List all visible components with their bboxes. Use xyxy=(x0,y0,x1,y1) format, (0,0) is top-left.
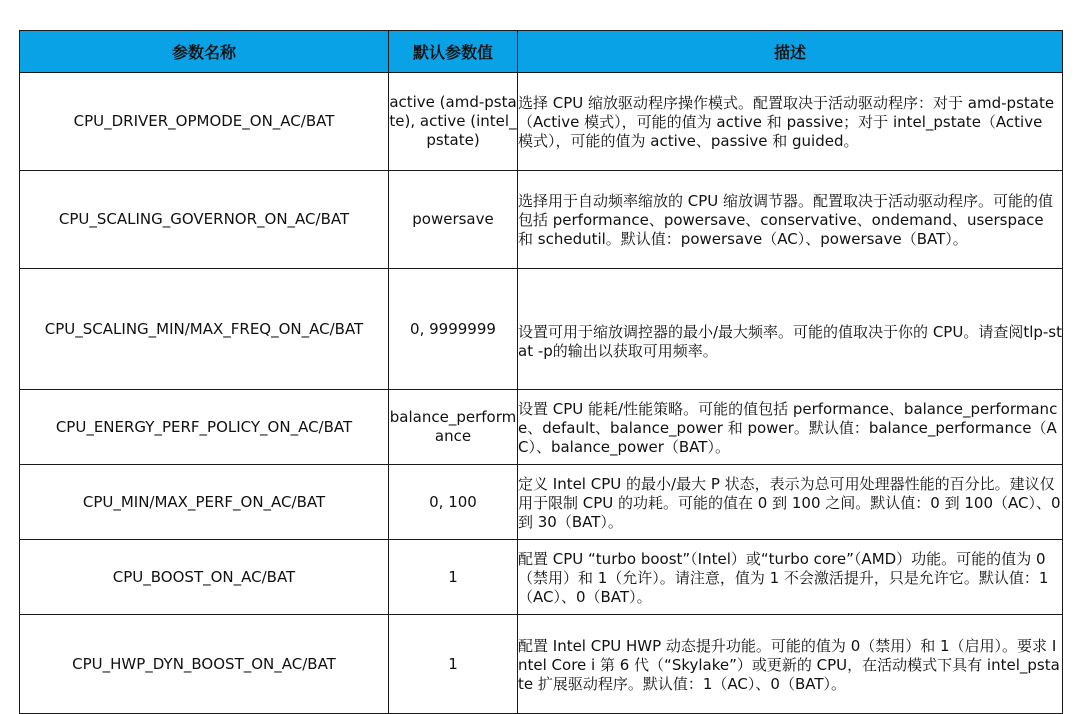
param-name-cell: CPU_BOOST_ON_AC/BAT xyxy=(20,540,389,615)
param-name-cell: CPU_SCALING_MIN/MAX_FREQ_ON_AC/BAT xyxy=(20,269,389,390)
parameter-table xyxy=(19,30,1063,714)
default-value-cell: active (amd-pstate), active (intel_pstate) xyxy=(389,73,518,171)
description-cell: 设置可用于缩放调控器的最小/最大频率。可能的值取决于你的 CPU。请查阅tlp-stat -p的输出以获取可用频率。 xyxy=(518,269,1063,390)
default-value-cell: 0, 100 xyxy=(389,465,518,540)
table-row xyxy=(20,390,1063,465)
default-value-cell: 1 xyxy=(389,615,518,714)
default-value-cell: balance_performance xyxy=(389,390,518,465)
table-row xyxy=(20,540,1063,615)
description-cell: 选择用于自动频率缩放的 CPU 缩放调节器。配置取决于活动驱动程序。可能的值包括 performance、powersave、conservative、ondemand、userspace 和 schedutil。默认值：powersave（AC）、powersave（BAT）。 xyxy=(518,171,1063,269)
param-name-cell: CPU_MIN/MAX_PERF_ON_AC/BAT xyxy=(20,465,389,540)
header-row xyxy=(20,31,1063,73)
table-row xyxy=(20,269,1063,390)
description-cell: 设置 CPU 能耗/性能策略。可能的值包括 performance、balance_performance、default、balance_power 和 power。默认值：balance_performance（AC）、balance_power（BAT）。 xyxy=(518,390,1063,465)
header-default-value: 默认参数值 xyxy=(389,31,518,73)
default-value-cell: 1 xyxy=(389,540,518,615)
default-value-cell: 0, 9999999 xyxy=(389,269,518,390)
table-row xyxy=(20,615,1063,714)
description-cell: 配置 Intel CPU HWP 动态提升功能。可能的值为 0（禁用）和 1（启用）。要求 Intel Core i 第 6 代（“Skylake”）或更新的 CPU，在活动模式下具有 intel_pstate 扩展驱动程序。默认值：1（AC）、0（BAT）。 xyxy=(518,615,1063,714)
param-name-cell: CPU_SCALING_GOVERNOR_ON_AC/BAT xyxy=(20,171,389,269)
param-name-cell: CPU_ENERGY_PERF_POLICY_ON_AC/BAT xyxy=(20,390,389,465)
description-cell: 配置 CPU “turbo boost”（Intel）或“turbo core”（AMD）功能。可能的值为 0（禁用）和 1（允许）。请注意，值为 1 不会激活提升，只是允许它。默认值：1（AC）、0（BAT）。 xyxy=(518,540,1063,615)
param-name-cell: CPU_HWP_DYN_BOOST_ON_AC/BAT xyxy=(20,615,389,714)
header-param-name: 参数名称 xyxy=(20,31,389,73)
table-row xyxy=(20,73,1063,171)
header-description: 描述 xyxy=(518,31,1063,73)
default-value-cell: powersave xyxy=(389,171,518,269)
description-cell: 定义 Intel CPU 的最小/最大 P 状态，表示为总可用处理器性能的百分比。建议仅用于限制 CPU 的功耗。可能的值在 0 到 100 之间。默认值：0 到 100（AC）、0 到 30（BAT）。 xyxy=(518,465,1063,540)
table-row xyxy=(20,171,1063,269)
description-cell: 选择 CPU 缩放驱动程序操作模式。配置取决于活动驱动程序：对于 amd-pstate（Active 模式），可能的值为 active 和 passive；对于 intel_pstate（Active 模式），可能的值为 active、passive 和 guided。 xyxy=(518,73,1063,171)
param-name-cell: CPU_DRIVER_OPMODE_ON_AC/BAT xyxy=(20,73,389,171)
table-row xyxy=(20,465,1063,540)
